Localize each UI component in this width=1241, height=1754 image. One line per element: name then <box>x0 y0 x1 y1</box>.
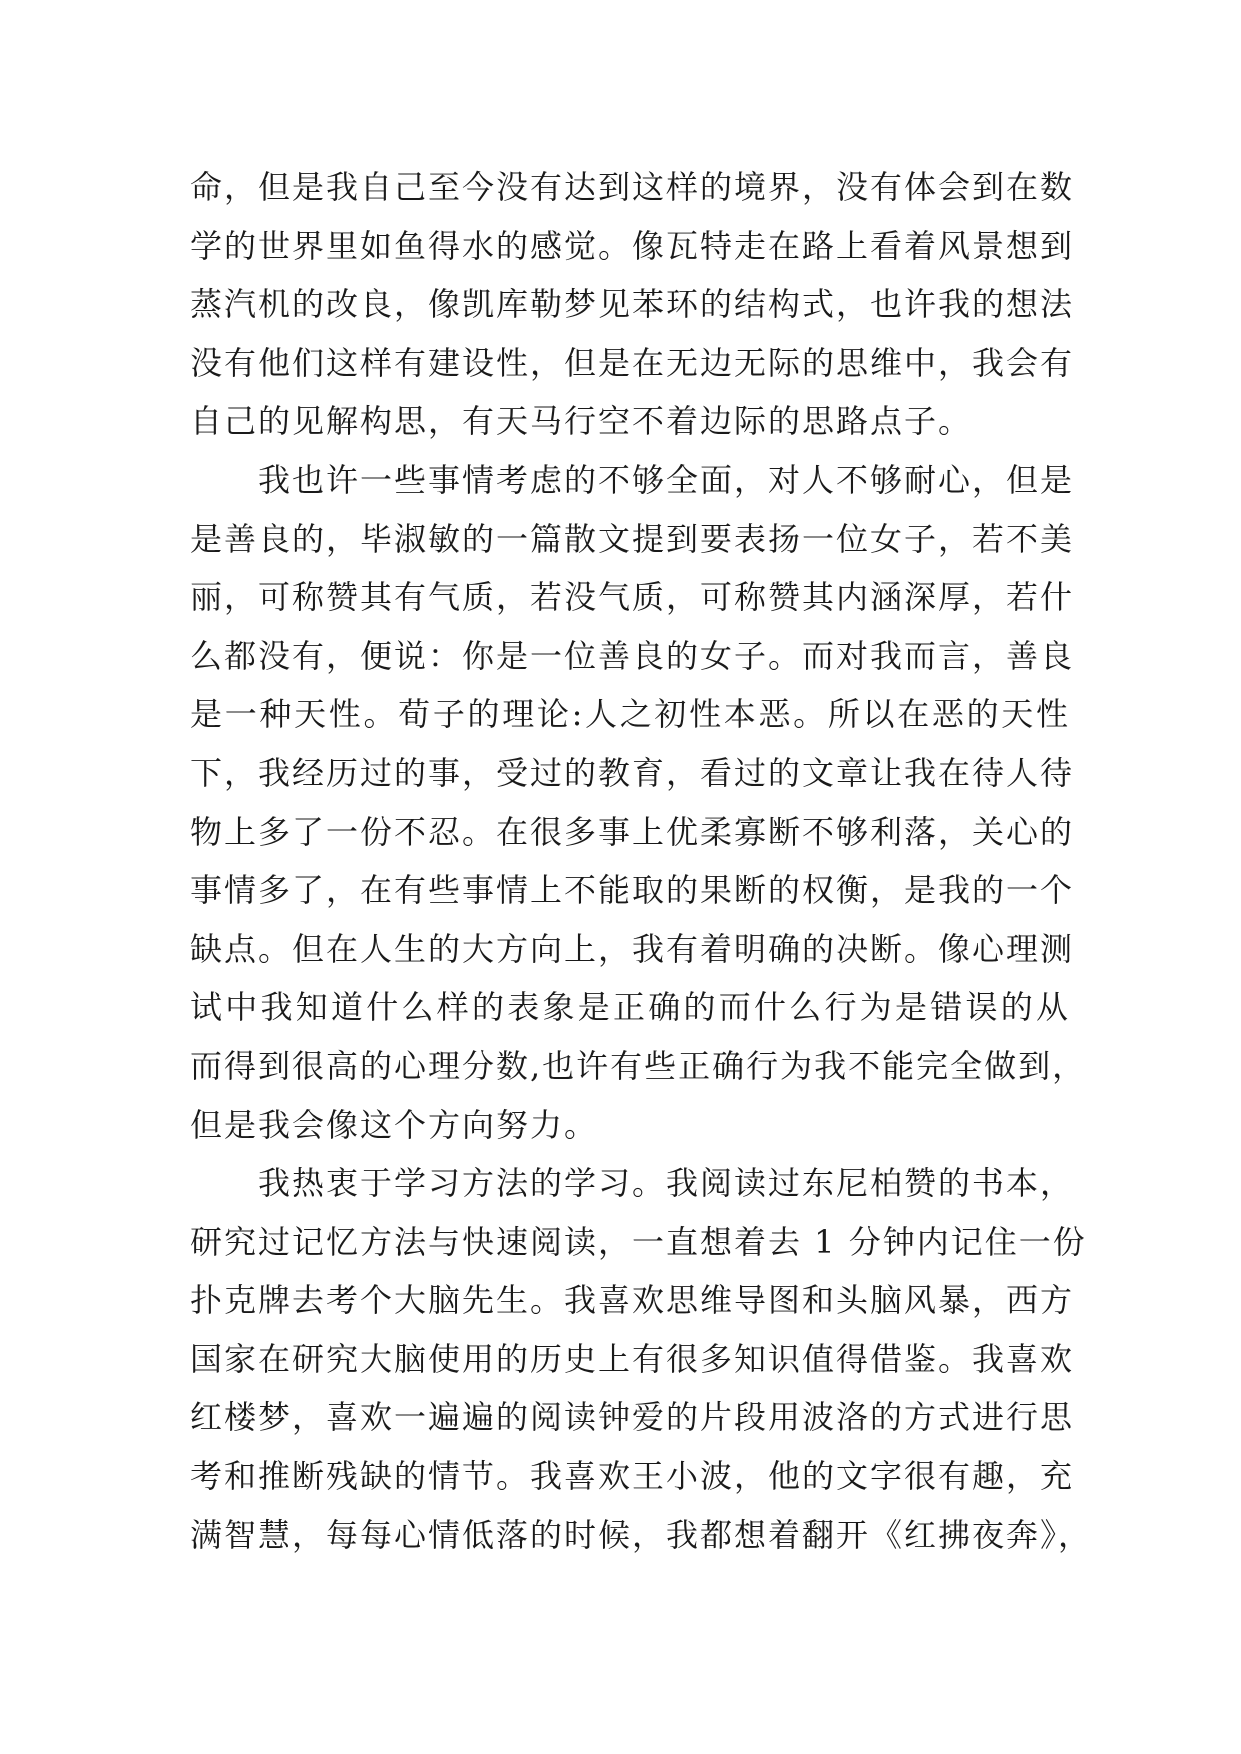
text-line: 我也许一些事情考虑的不够全面，对人不够耐心，但是 <box>258 460 1075 499</box>
text-line: 研究过记忆方法与快速阅读，一直想着去 1 分钟内记住一份 <box>190 1222 1087 1261</box>
text-line: 是一种天性。荀子的理论:人之初性本恶。所以在恶的天性 <box>190 695 1070 734</box>
document-body <box>190 158 1093 1564</box>
text-line: 是善良的，毕淑敏的一篇散文提到要表扬一位女子，若不美 <box>190 519 1075 558</box>
text-line: 丽，可称赞其有气质，若没气质，可称赞其内涵深厚，若什 <box>190 578 1075 617</box>
text-line: 试中我知道什么样的表象是正确的而什么行为是错误的从 <box>190 988 1070 1027</box>
text-line: 命，但是我自己至今没有达到这样的境界，没有体会到在数 <box>190 168 1075 206</box>
text-line: 自己的见解构思，有天马行空不着边际的思路点子。 <box>190 402 973 441</box>
text-line: 而得到很高的心理分数,也许有些正确行为我不能完全做到， <box>190 1046 1087 1085</box>
text-line: 么都没有，便说：你是一位善良的女子。而对我而言，善良 <box>190 636 1075 675</box>
text-line: 物上多了一份不忍。在很多事上优柔寡断不够利落，关心的 <box>190 812 1075 851</box>
text-line: 扑克牌去考个大脑先生。我喜欢思维导图和头脑风暴，西方 <box>190 1281 1075 1320</box>
text-line: 蒸汽机的改良，像凯库勒梦见苯环的结构式，也许我的想法 <box>190 285 1075 324</box>
text-line: 考和推断残缺的情节。我喜欢王小波，他的文字很有趣，充 <box>190 1457 1075 1496</box>
text-line: 下，我经历过的事，受过的教育，看过的文章让我在待人待 <box>190 753 1075 792</box>
text-line: 我热衷于学习方法的学习。我阅读过东尼柏赞的书本， <box>258 1164 1075 1203</box>
text-line: 缺点。但在人生的大方向上，我有着明确的决断。像心理测 <box>190 929 1075 968</box>
text-line: 没有他们这样有建设性，但是在无边无际的思维中，我会有 <box>190 343 1075 382</box>
text-line: 但是我会像这个方向努力。 <box>190 1105 599 1144</box>
text-line: 红楼梦，喜欢一遍遍的阅读钟爱的片段用波洛的方式进行思 <box>190 1398 1075 1437</box>
text-line: 学的世界里如鱼得水的感觉。像瓦特走在路上看着风景想到 <box>190 226 1075 265</box>
text-line: 事情多了，在有些事情上不能取的果断的权衡，是我的一个 <box>190 871 1075 910</box>
text-line: 国家在研究大脑使用的历史上有很多知识值得借鉴。我喜欢 <box>190 1339 1075 1378</box>
text-line: 满智慧，每每心情低落的时候，我都想着翻开《红拂夜奔》， <box>190 1515 1093 1554</box>
